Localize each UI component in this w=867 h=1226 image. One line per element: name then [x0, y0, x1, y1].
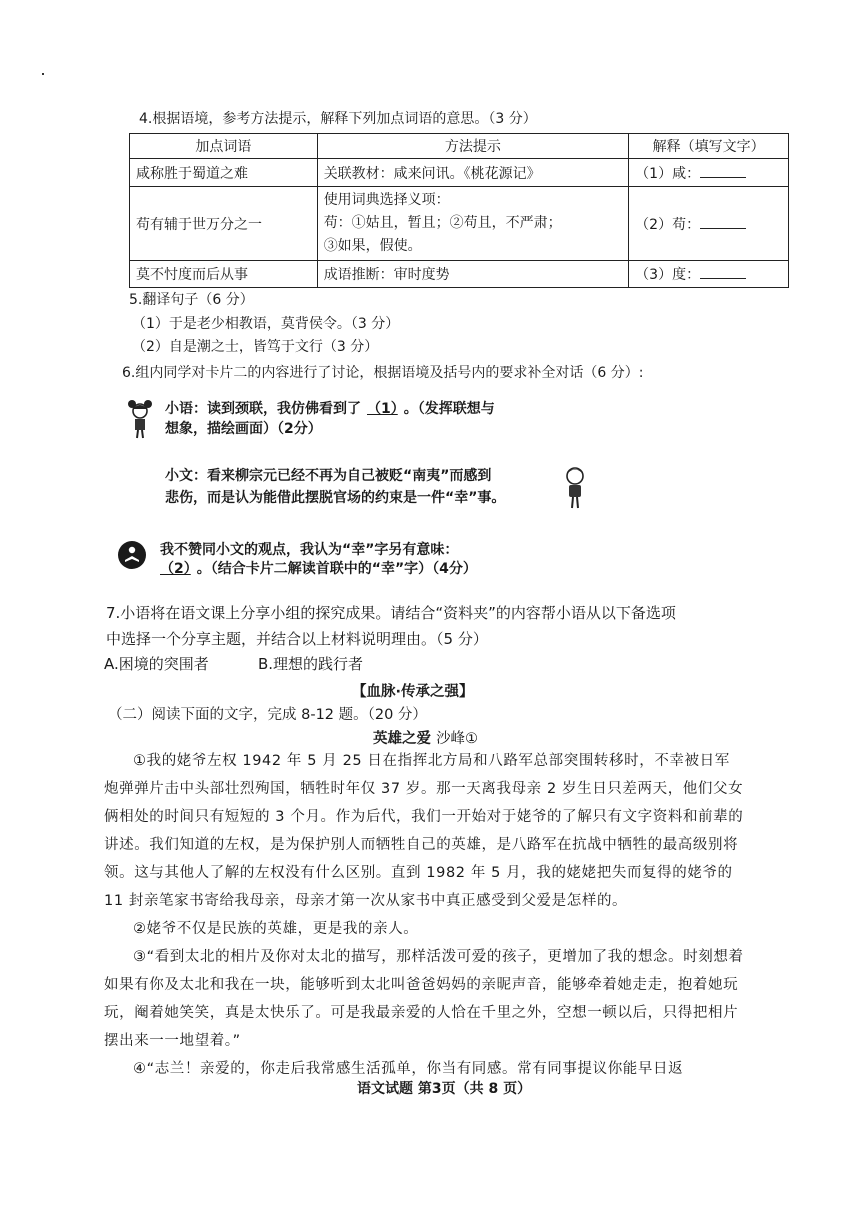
- q4-word-3: 莫不忖度而后从事: [130, 261, 318, 288]
- answer-blank[interactable]: [700, 165, 746, 178]
- boy-student-icon: [562, 466, 588, 510]
- q5-item-2: （2）自是潮之士，皆笃于文行（3 分）: [132, 339, 379, 355]
- article-paragraph-3: ③“看到太北的相片及你对太北的描写，那样活泼可爱的孩子，更增加了我的想念。时刻想着如果有你及太北和我在一块，能够听到太北叫爸爸妈妈的亲昵声音，能够牵着她走走，抱着她玩玩，阉着她笑笑，真是太快乐了。可是我最亲爱的人恰在千里之外，空想一顿以后，只得把相片摆出来一一地望着。”: [104, 949, 744, 1049]
- q7-line-2: 中选择一个分享主题，并结合以上材料说明理由。（5 分）: [106, 630, 488, 648]
- q6-me-text-2: 。（结合卡片二解读首联中的“幸”字）（4分）: [196, 561, 477, 577]
- q4-row-1: [130, 159, 789, 187]
- article-title-line: [373, 727, 478, 748]
- q4-header-hint: 方法提示: [317, 134, 628, 159]
- q7-option-b: B.理想的践行者: [258, 655, 364, 673]
- q6-me-line-2: [160, 558, 477, 578]
- q6-title: 6.组内同学对卡片二的内容进行了讨论，根据语境及括号内的要求补全对话（6 分）:: [122, 365, 644, 381]
- q4-answer-3[interactable]: [629, 261, 789, 288]
- section-title: 【血脉·传承之强】: [352, 684, 474, 700]
- q6-xiaowen-line-2: 悲伤，而是认为能借此摆脱官场的约束是一件“幸”事。: [165, 490, 506, 506]
- q4-hint-2-line-3: ③如果，假使。: [323, 238, 422, 254]
- q4-answer-label-3: （3）度：: [635, 267, 701, 283]
- q4-hint-2-line-2: 苟：①姑且，暂且；②苟且，不严肃；: [323, 215, 562, 231]
- q4-word-2: 苟有辅于世万分之一: [130, 187, 318, 261]
- q4-table: [129, 133, 789, 288]
- q4-row-3: [130, 261, 789, 288]
- q4-hint-1: 关联教材：咸来问讯。《桃花源记》: [317, 159, 628, 187]
- q6-xiaoyu-text-2: 。（发挥联想与: [403, 401, 495, 417]
- q4-title: 4.根据语境，参考方法提示，解释下列加点词语的意思。（3 分）: [139, 111, 537, 127]
- q4-hint-2-line-1: 使用词典选择义项：: [323, 192, 450, 208]
- q4-answer-1[interactable]: [629, 159, 789, 187]
- article-body: [104, 747, 744, 1083]
- q6-xiaoyu-line-2: 想象，描绘画面）（2分）: [165, 421, 322, 437]
- article-title: 英雄之爱: [373, 731, 431, 747]
- q6-xiaowen-line-1: 小文：看来柳宗元已经不再为自己被贬“南夷”而感到: [165, 468, 492, 484]
- page-footer: 语文试题 第3页（共 8 页）: [357, 1081, 532, 1097]
- article-paragraph-4: ④“志兰！亲爱的，你走后我常感生活孤单，你当有同感。常有同事提议你能早日返: [133, 1061, 684, 1077]
- q4-answer-label-2: （2）苟：: [635, 216, 701, 233]
- q7-line-1: 7.小语将在语文课上分享小组的探究成果。请结合“资料夹”的内容帮小语从以下备选项: [106, 604, 676, 622]
- q4-header-answer: 解释（填写文字）: [629, 134, 789, 159]
- q5-title: 5.翻译句子（6 分）: [129, 292, 254, 308]
- q7-option-a: A.困境的突围者: [104, 655, 209, 673]
- q4-row-2: [130, 187, 789, 261]
- q5-item-1: （1）于是老少相教语，莫背侯令。（3 分）: [132, 316, 400, 332]
- girl-student-icon: [126, 398, 154, 440]
- reader-avatar-icon: [117, 540, 147, 570]
- q4-header-row: [130, 134, 789, 159]
- q6-xiaoyu-line-1: [165, 398, 495, 418]
- q4-answer-label-1: （1）咸：: [635, 165, 701, 182]
- q6-me-line-1: 我不赞同小文的观点，我认为“幸”字另有意味：: [160, 542, 459, 558]
- q6-xiaoyu-text: 小语：读到颈联，我仿佛看到了: [165, 401, 361, 417]
- q4-hint-3: 成语推断：审时度势: [317, 261, 628, 288]
- q4-header-word: 加点词语: [130, 134, 318, 159]
- scan-speck: [42, 73, 44, 75]
- q6-blank-1[interactable]: （1）: [367, 401, 398, 417]
- q4-hint-2: [317, 187, 628, 261]
- article-paragraph-1: ①我的姥爷左权 1942 年 5 月 25 日在指挥北方局和八路军总部突围转移时，不幸被日军炮弹弹片击中头部壮烈殉国，牺牲时年仅 37 岁。那一天离我母亲 2 岁生日只差两天，他们父女俩相处的时间只有短短的 3 个月。作为后代，我们一开始对于姥爷的了解只有文字资料和前辈的讲述。我们知道的左权，是为保护别人而牺牲自己的英雄，是八路军在抗战中牺牲的最高级别将领。这与其他人了解的左权没有什么区别。直到 1982 年 5 月，我的姥姥把失而复得的姥爷的 11 封亲笔家书寄给我母亲，母亲才第一次从家书中真正感受到父爱是怎样的。: [104, 753, 744, 909]
- article-author: 沙峰①: [436, 731, 479, 747]
- article-paragraph-2: ②姥爷不仅是民族的英雄，更是我的亲人。: [133, 921, 419, 937]
- q4-word-1: 咸称胜于蜀道之难: [130, 159, 318, 187]
- part-two-heading: （二）阅读下面的文字，完成 8-12 题。（20 分）: [108, 707, 427, 723]
- q4-answer-2[interactable]: [629, 187, 789, 261]
- q6-blank-2[interactable]: （2）: [160, 561, 191, 577]
- answer-blank[interactable]: [700, 216, 746, 229]
- answer-blank[interactable]: [700, 266, 746, 279]
